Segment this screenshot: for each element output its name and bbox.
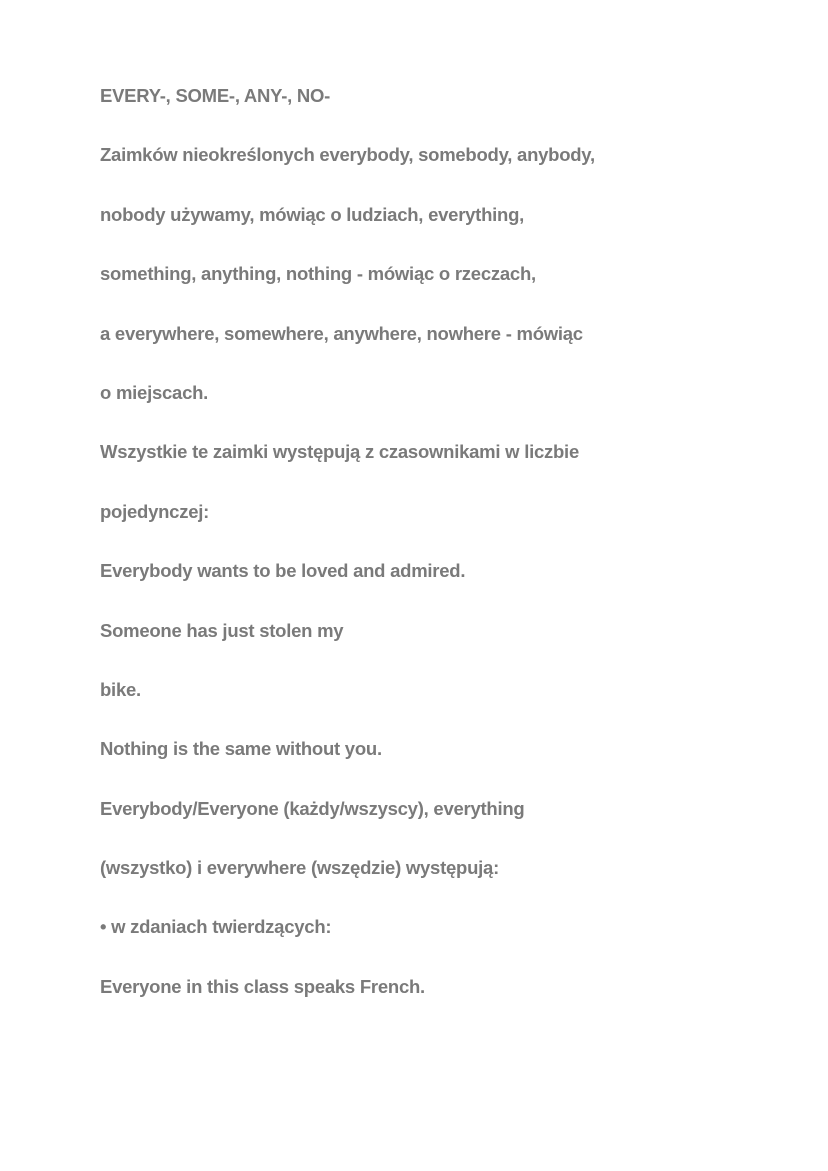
- doc-line: Wszystkie te zaimki występują z czasownikami w liczbie: [100, 441, 579, 463]
- doc-line: a everywhere, somewhere, anywhere, nowhere - mówiąc: [100, 322, 583, 344]
- doc-line: pojedynczej:: [100, 500, 210, 522]
- document-text-block: [100, 66, 810, 1016]
- doc-line: (wszystko) i everywhere (wszędzie) występują:: [100, 857, 499, 879]
- doc-line: o miejscach.: [100, 381, 209, 403]
- doc-line: bike.: [100, 678, 141, 700]
- doc-line: Everybody/Everyone (każdy/wszyscy), everything: [100, 797, 525, 819]
- doc-line-bullet: • w zdaniach twierdzących:: [100, 916, 332, 938]
- doc-line: something, anything, nothing - mówiąc o rzeczach,: [100, 263, 536, 285]
- doc-line: Nothing is the same without you.: [100, 738, 382, 760]
- document-heading: EVERY-, SOME-, ANY-, NO-: [100, 85, 331, 106]
- doc-line: Someone has just stolen my: [100, 619, 344, 641]
- doc-line: nobody używamy, mówiąc o ludziach, everything,: [100, 203, 525, 225]
- doc-line: Everybody wants to be loved and admired.: [100, 560, 466, 582]
- doc-line: Zaimków nieokreślonych everybody, somebody, anybody,: [100, 144, 595, 166]
- doc-line: Everyone in this class speaks French.: [100, 975, 425, 997]
